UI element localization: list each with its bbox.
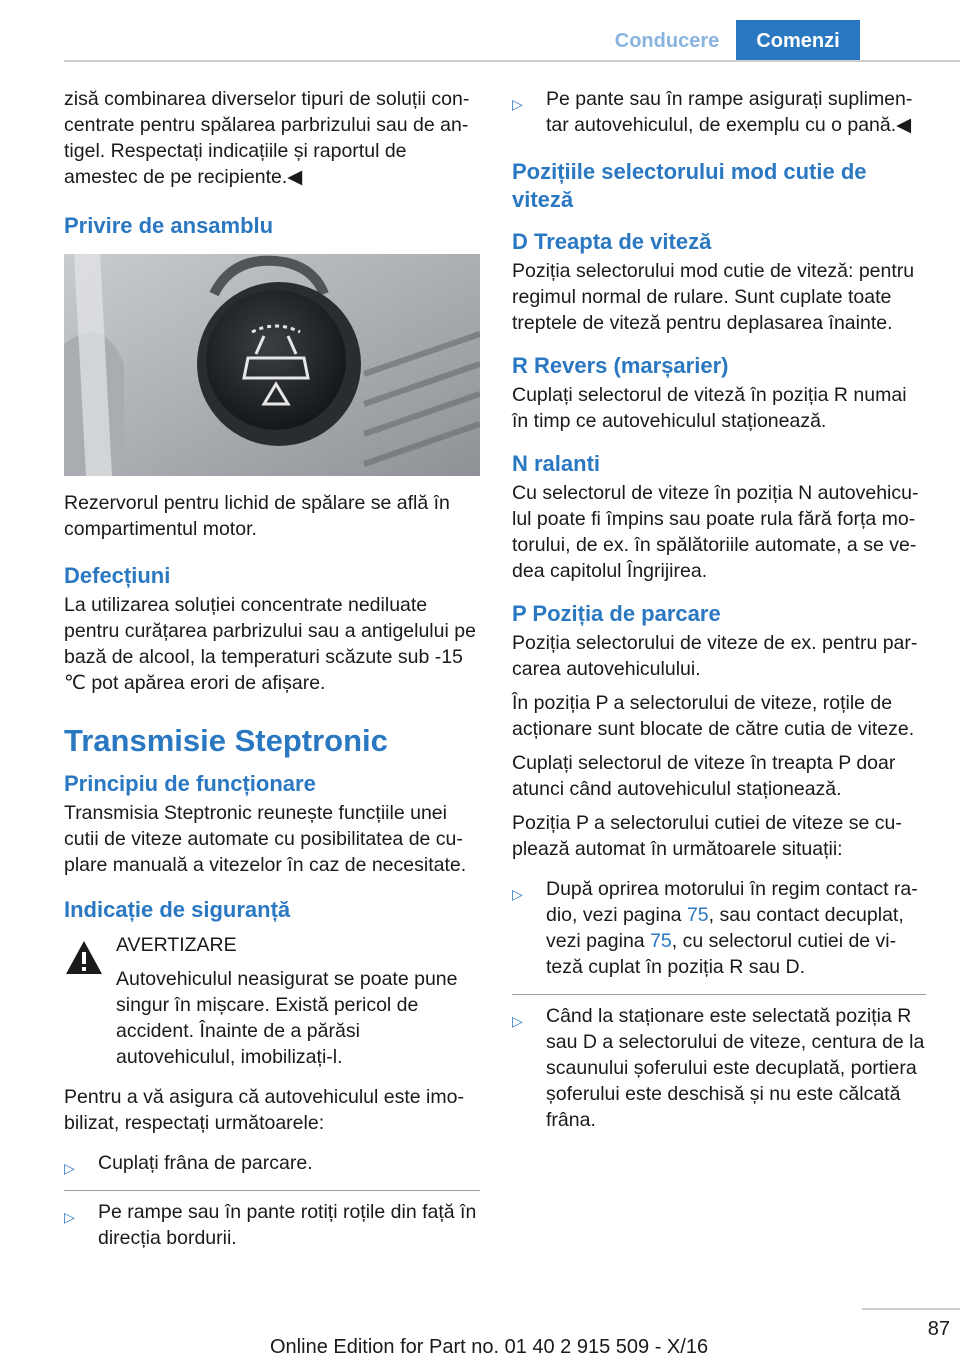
n-paragraph: Cu selectorul de viteze în poziția N autovehiculul poate fi împins sau poate rula fără forța motorului, de ex. în spălătoriile automate, a se vedea capitolul Îngrijirea.	[512, 482, 919, 582]
bullet-triangle-icon: ▷	[512, 886, 523, 902]
page-number: 87	[927, 1318, 950, 1340]
d-paragraph: Poziția selectorului mod cutie de viteză: pentru regimul normal de rulare. Sunt cuplate toate treptele de viteză pentru deplasarea înainte.	[512, 260, 915, 334]
bullet-triangle-icon: ▷	[64, 1160, 75, 1176]
heading-principle: Principiu de funcționare	[64, 771, 316, 796]
heading-selector-positions: Pozițiile selectorului mod cutie de viteză	[512, 159, 867, 212]
left-column	[64, 86, 480, 1265]
tab-comenzi-label: Comenzi	[756, 29, 840, 52]
list-divider	[64, 1190, 480, 1191]
tab-conducere-label: Conducere	[614, 29, 720, 52]
list-item-text: Pe pante sau în rampe asigurați suplimentar autovehiculul, de exemplu cu o pană.◀	[546, 88, 913, 136]
p-paragraph-4: Poziția P a selectorului cutiei de viteze se cuplează automat în următoarele situații:	[512, 812, 902, 860]
heading-p: P Poziția de parcare	[512, 601, 721, 626]
heading-safety: Indicație de siguranță	[64, 897, 291, 922]
page-link[interactable]: 75	[686, 904, 709, 926]
heading-overview: Privire de ansamblu	[64, 213, 274, 238]
list-item	[512, 876, 926, 980]
list-item-text: Pe rampe sau în pante rotiți roțile din față în direcția bordurii.	[98, 1201, 477, 1249]
warning-triangle-icon	[64, 938, 104, 978]
list-item	[64, 1199, 480, 1251]
list-item	[512, 1003, 926, 1133]
heading-faults: Defecțiuni	[64, 563, 171, 588]
warning-title: AVERTIZARE	[116, 934, 237, 956]
p-paragraph-1: Poziția selectorului de viteze de ex. pentru parcarea autovehiculului.	[512, 632, 918, 680]
footer-rule	[862, 1308, 960, 1310]
heading-d: D Treapta de viteză	[512, 229, 712, 254]
list-divider	[512, 994, 926, 995]
list-item-text-c: , cu selectorul cutiei de viteză cuplat în poziția R sau D.	[546, 930, 897, 978]
tab-conducere[interactable]	[598, 20, 736, 62]
page-link[interactable]: 75	[650, 930, 672, 952]
secure-paragraph: Pentru a vă asigura că autovehiculul este imobilizat, respectați următoarele:	[64, 1086, 464, 1134]
list-item-text-a: După oprirea motorului în regim contact radio, vezi pagina	[546, 878, 918, 926]
heading-n: N ralanti	[512, 451, 601, 476]
bullet-triangle-icon: ▷	[512, 96, 523, 112]
heading-transmission: Transmisie Steptronic	[64, 723, 388, 758]
list-item-text: Cuplați frâna de parcare.	[98, 1152, 313, 1174]
washer-reservoir-photo	[64, 254, 480, 476]
faults-paragraph: La utilizarea soluției concentrate nediluate pentru curățarea parbrizului sau a antigelului pe bază de alcool, la temperaturi scăzute sub ‑15 ℃ pot apărea erori de afișare.	[64, 594, 476, 694]
intro-paragraph: zisă combinarea diverselor tipuri de soluții concentrate pentru spălarea parbrizului sau de antigel. Respectați indicațiile și raportul de amestec de pe recipiente.◀	[64, 88, 470, 188]
header-rule	[64, 60, 960, 62]
reservoir-caption: Rezervorul pentru lichid de spălare se află în compartimentul motor.	[64, 492, 450, 540]
right-column	[512, 86, 926, 1147]
principle-paragraph: Transmisia Steptronic reunește funcțiile unei cutii de viteze automate cu posibilitatea de cuplare manuală a vitezelor în caz de necesitate.	[64, 802, 467, 876]
p-paragraph-2: În poziția P a selectorului de viteze, roțile de acționare sunt blocate de către cutia de viteze.	[512, 692, 915, 740]
list-item-text: Când la staționare este selectată poziția R sau D a selectorului de viteze, centura de la scaunului șoferului este decuplată, portiera șoferului este deschisă și nu este călcată frâna.	[546, 1005, 925, 1131]
list-item-text-b: , sau contact decuplat, vezi pagina	[546, 904, 904, 952]
warning-block	[64, 932, 480, 1070]
warning-text: Autovehiculul neasigurat se poate pune singur în mișcare. Există pericol de accident. Înainte de a părăsi autovehiculul, imobilizați-l.	[116, 968, 458, 1068]
heading-r: R Revers (marșarier)	[512, 353, 729, 378]
list-item	[64, 1150, 480, 1176]
bullet-triangle-icon: ▷	[64, 1209, 75, 1225]
r-paragraph: Cuplați selectorul de viteză în poziția R numai în timp ce autovehiculul staționează.	[512, 384, 907, 432]
edition-footer: Online Edition for Part no. 01 40 2 915 509 - X/16	[270, 1336, 709, 1358]
p-paragraph-3: Cuplați selectorul de viteze în treapta P doar atunci când autovehiculul staționează.	[512, 752, 896, 800]
bullet-triangle-icon: ▷	[512, 1013, 523, 1029]
tab-comenzi[interactable]	[736, 20, 860, 62]
list-item	[512, 86, 926, 138]
